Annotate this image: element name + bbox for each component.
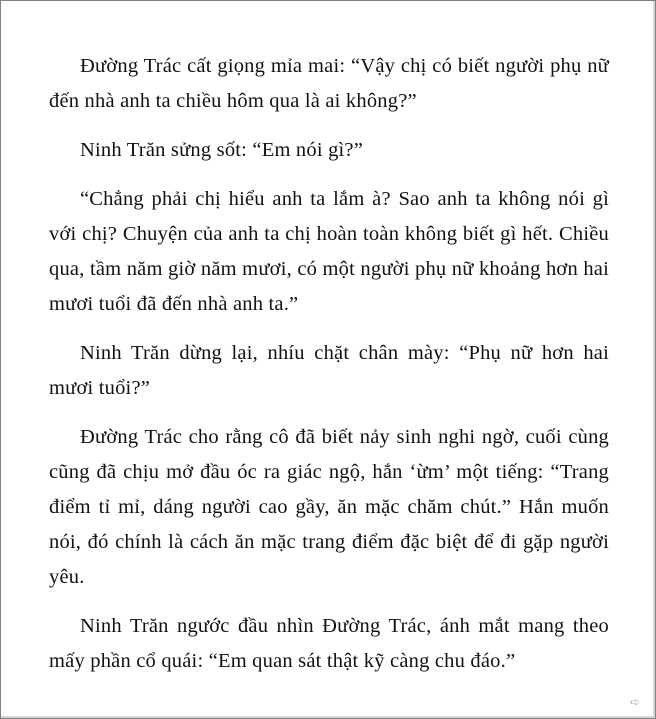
paragraph-3: “Chẳng phải chị hiểu anh ta lắm à? Sao anh ta không nói gì với chị? Chuyện của anh ta chị hoàn toàn không biết gì hết. Chiều qua, tầm năm giờ năm mươi, có một người phụ nữ khoảng hơn hai mươi tuổi đã đến nhà anh ta.” xyxy=(49,188,609,315)
paragraph-2: Ninh Trăn sửng sốt: “Em nói gì?” xyxy=(80,139,364,161)
paragraph-4: Ninh Trăn dừng lại, nhíu chặt chân mày: “Phụ nữ hơn hai mươi tuổi?” xyxy=(49,342,609,399)
document-text xyxy=(49,49,609,679)
paragraph-1: Đường Trác cất giọng mỉa mai: “Vậy chị có biết người phụ nữ đến nhà anh ta chiều hôm qua là ai không?” xyxy=(49,55,609,112)
paragraph-5: Đường Trác cho rằng cô đã biết nảy sinh nghi ngờ, cuối cùng cũng đã chịu mở đầu óc ra giác ngộ, hắn ‘ừm’ một tiếng: “Trang điểm tỉ mỉ, dáng người cao gầy, ăn mặc chăm chút.” Hắn muốn nói, đó chính là cách ăn mặc trang điểm đặc biệt để đi gặp người yêu. xyxy=(49,426,609,588)
paragraph-6: Ninh Trăn ngước đầu nhìn Đường Trác, ánh mắt mang theo mấy phần cổ quái: “Em quan sát thật kỹ càng chu đáo.” xyxy=(49,615,609,672)
page-turn-arrow-icon: ➪ xyxy=(629,695,641,709)
